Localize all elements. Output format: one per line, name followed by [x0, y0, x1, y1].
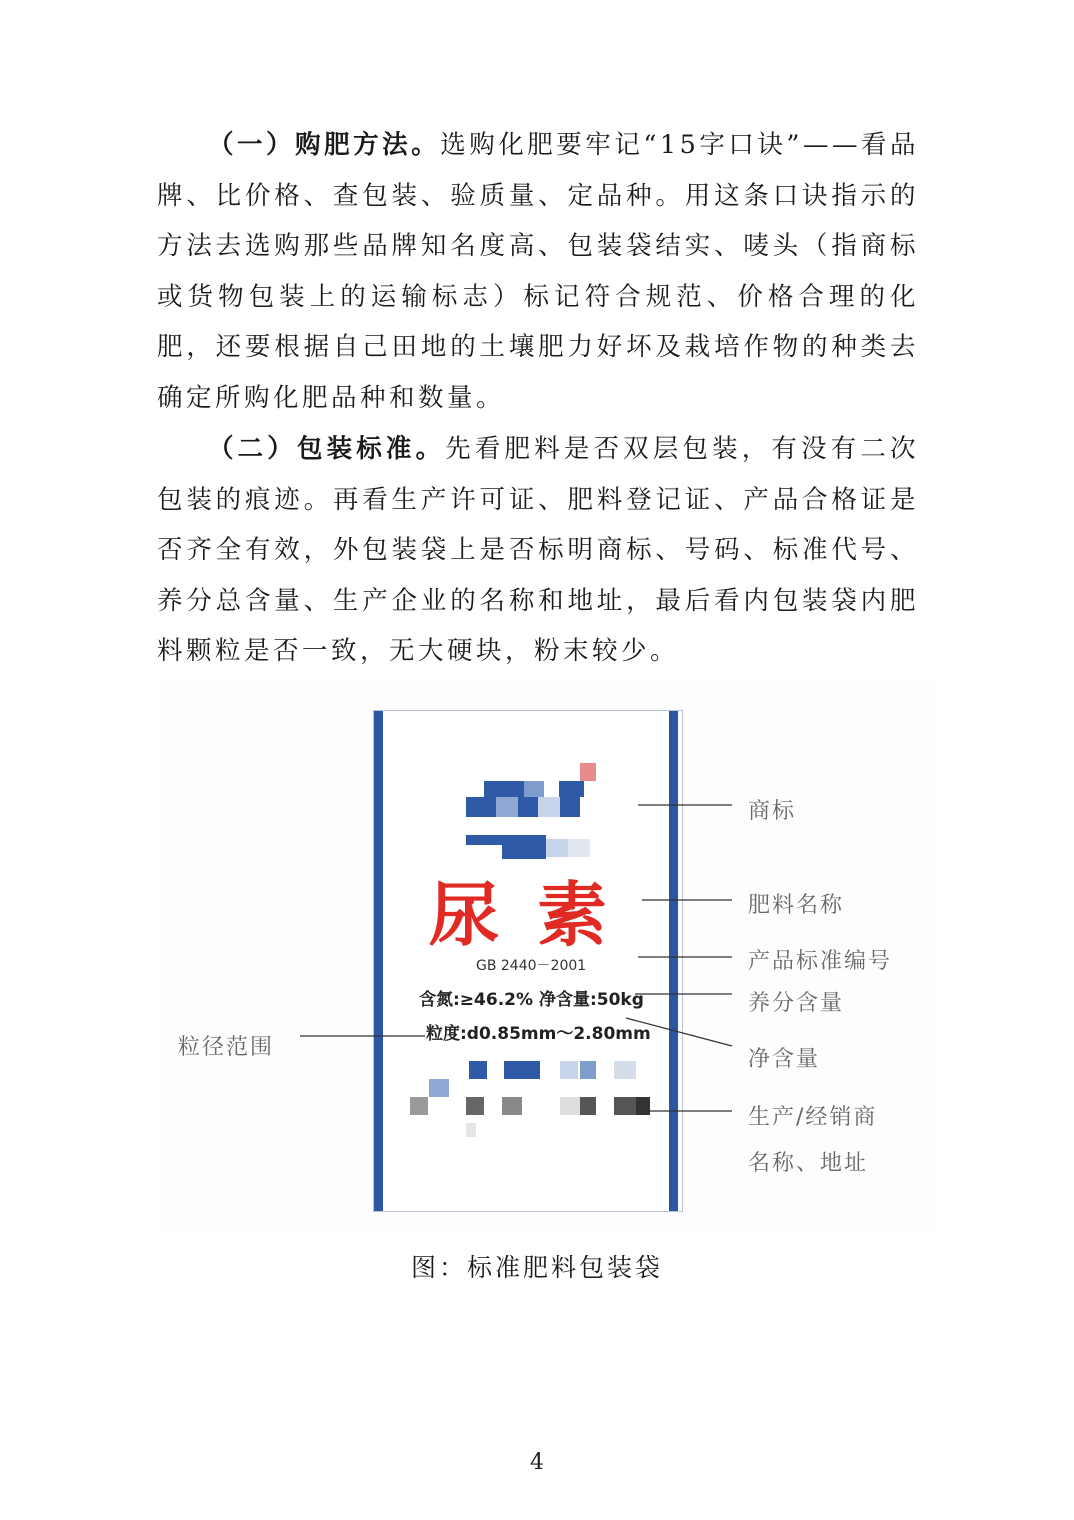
paragraph-packaging-standard — [157, 424, 919, 677]
label-producer: 生产/经销商 — [748, 1105, 878, 1130]
section-heading: （一）购肥方法。 — [208, 130, 441, 160]
label-producer-address: 名称、地址 — [748, 1151, 869, 1176]
paragraph-text: 先看肥料是否双层包装，有没有二次包装的痕迹。再看生产许可证、肥料登记证、产品合格证是否齐全有效，外包装袋上是否标明商标、号码、标准代号、养分总含量、生产企业的名称和地址，最后看内包装袋内肥料颗粒是否一致，无大硬块，粉末较少。 — [157, 434, 919, 667]
label-standard-code: 产品标准编号 — [748, 949, 893, 974]
label-net-content: 净含量 — [748, 1047, 821, 1072]
bag-nutrient-line: 含氮:≥46.2% 净含量:50kg — [419, 990, 644, 1010]
label-particle-range: 粒径范围 — [178, 1035, 275, 1060]
paragraph-text: 选购化肥要牢记“15字口诀”——看品牌、比价格、查包装、验质量、定品种。用这条口诀指示的方法去选购那些品牌知名度高、包装袋结实、唛头（指商标或货物包装上的运输标志）标记符合规范、价格合理的化肥，还要根据自己田地的土壤肥力好坏及栽培作物的种类去确定所购化肥品种和数量。 — [157, 130, 919, 413]
bag-particle-size: 粒度:d0.85mm～2.80mm — [426, 1024, 651, 1044]
label-trademark: 商标 — [748, 799, 797, 824]
section-heading: （二）包装标准。 — [208, 434, 446, 464]
label-fertilizer-name: 肥料名称 — [748, 893, 845, 918]
figure-caption: 图：标准肥料包装袋 — [410, 1253, 663, 1282]
page-number: 4 — [530, 1450, 544, 1475]
fertilizer-bag-figure — [160, 680, 934, 1232]
bag-standard-number: GB 2440－2001 — [476, 958, 587, 974]
label-nutrient-content: 养分含量 — [748, 991, 845, 1016]
bag-product-name: 尿素 — [429, 874, 645, 956]
paragraph-purchase-method — [157, 120, 919, 424]
